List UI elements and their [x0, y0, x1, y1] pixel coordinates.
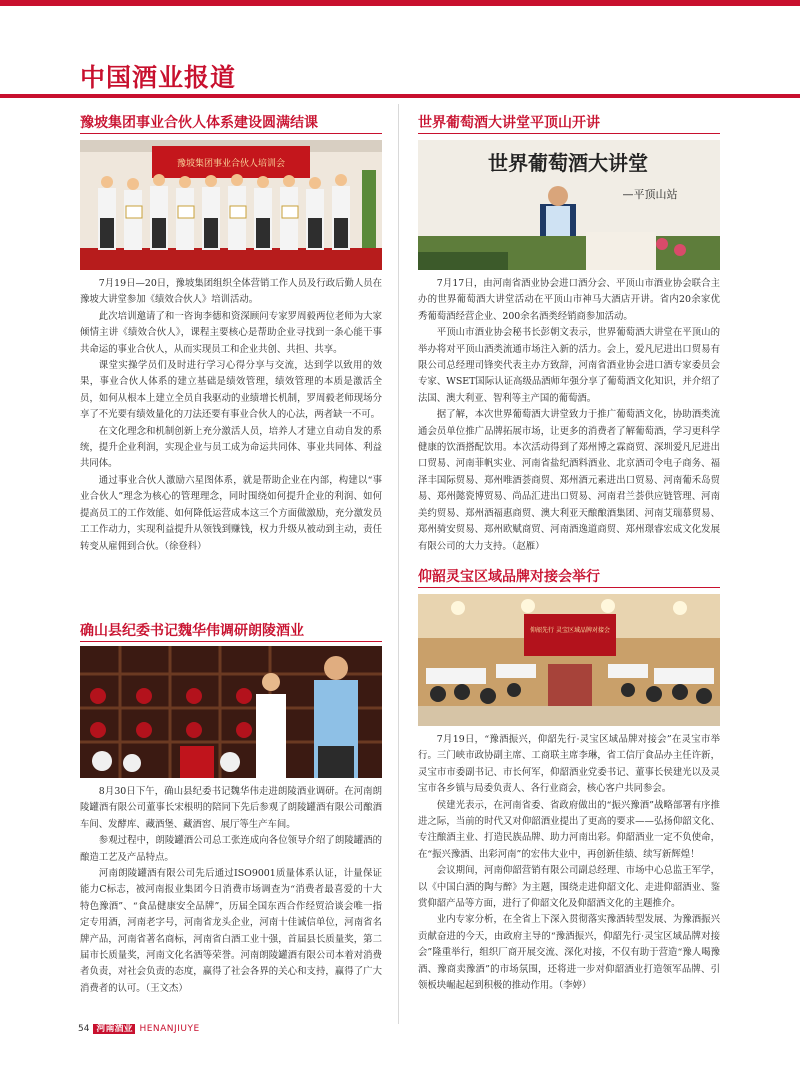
article-4-headline: 仰韶灵宝区域品牌对接会举行	[418, 569, 600, 585]
article-3-paragraph: 7月17日，由河南省酒业协会进口酒分会、平顶山市酒业协会联合主办的世界葡萄酒大讲堂活动在平顶山市神马大酒店开讲。省内20余家优秀葡萄酒经营企业、200余名酒类经销商参加活动。	[418, 278, 720, 322]
article-2-paragraph: 8月30日下午，确山县纪委书记魏华伟走进朗陵酒业调研。在河南朗陵罐酒有限公司董事长宋根明的陪同下先后参观了朗陵罐酒有限公司酿酒车间、发酵库、藏酒堡、藏酒窖、展厅等生产车间。	[80, 786, 382, 830]
article-4-paragraph: 业内专家分析，在全省上下深入贯彻落实豫酒转型发展、为豫酒振兴贡献奋进的今天，由政府主导的“豫酒振兴，仰韶先行·灵宝区域品牌对接会”隆重举行，组织厂商开展交流、深化对接，不仅有助于营造“豫人喝豫酒、豫商卖豫酒”的市场氛围，还将进一步对仰韶酒业打造领军品牌、引领板块崛起起到积极的推动作用。（李婷）	[418, 914, 720, 992]
top-band	[0, 0, 800, 52]
article-3-paragraph: 平顶山市酒业协会秘书长彭朝文表示，世界葡萄酒大讲堂在平顶山的举办将对平顶山酒类流通市场注入新的活力。会上，爱凡尼进出口贸易有限公司总经理司锋奕代表主办方致辞，河南省酒业协会进口酒专家委员会专家、WSET国际认证高级品酒师年强分享了葡萄酒文化知识，并介绍了法国、澳大利亚、智利等主产国的葡萄酒。	[418, 327, 720, 404]
article-3-photo-art	[418, 140, 720, 270]
article-3-body	[418, 276, 720, 555]
article-4-photo	[418, 594, 720, 726]
article-1-headline: 豫坡集团事业合伙人体系建设圆满结课	[80, 115, 318, 131]
article-1-headline-rule	[80, 133, 382, 134]
article-4-paragraph: 侯建光表示，在河南省委、省政府做出的“振兴豫酒”战略部署有序推进之际，当前的时代又对仰韶酒业提出了更高的要求——弘扬仰韶文化、专注酿酒主业、打造民族品牌、助力河南出彩。仰韶酒业一定不负使命，在“振兴豫酒、出彩河南”的宏伟大业中，再创新佳绩、续写新辉煌！	[418, 799, 720, 860]
article-3-photo	[418, 140, 720, 270]
article-3-headline-rule	[418, 133, 720, 134]
article-4-photo-art	[418, 594, 720, 726]
article-1-paragraph: 7月19日—20日，豫坡集团组织全体营销工作人员及行政后勤人员在豫坡大讲堂参加《绩效合伙人》培训活动。	[80, 278, 382, 306]
column-divider	[398, 104, 399, 1024]
article-2-paragraph: 河南朗陵罐酒有限公司先后通过ISO9001质量体系认证，计量保证能力C标志，被河南报业集团今日消费市场调查为“消费者最喜爱的十大特色豫酒”、“食品健康安全品牌”，历届全国东西合作经贸洽谈会唯一指定专用酒，河南老字号，河南省龙头企业，河南十佳诚信单位，河南省名牌产品，河南省著名商标，河南省白酒工业十强，首届县长质量奖，第二届市长质量奖，河南文化名酒等荣誉。河南朗陵罐酒有限公司本着对消费者负责，对社会负责的态度，赢得了社会各界的关心和支持，赢得了广大消费者的认可。（王文杰）	[80, 868, 382, 994]
article-4-paragraph: 会议期间，河南仰韶营销有限公司副总经理、市场中心总监王军学，以《中国白酒的陶与醉》为主题，围绕走进仰韶文化、走进仰韶酒业、鉴赏仰韶产品等方面，进行了仰韶文化及仰韶酒文化的主题推介。	[418, 865, 720, 910]
article-1-paragraph: 在文化理念和机制创新上充分激活人员，培养人才建立自动自发的系统，提升企业利润，实现企业与员工成为命运共同体、事业共同体、利益共同体。	[80, 425, 382, 470]
top-red-stripe	[0, 0, 800, 6]
article-1-photo	[80, 140, 382, 270]
article-2-photo-art	[80, 646, 382, 778]
article-3-paragraph: 据了解，本次世界葡萄酒大讲堂致力于推广葡萄酒文化，协助酒类流通会员单位推广品牌拓展市场，让更多的消费者了解葡萄酒，学习更科学健康的饮酒搭配饮用。本次活动得到了郑州博之霖商贸、深圳爱凡尼进出口贸易、河南菲帆实业、河南省盐纪酒料酒业、北京酒司令电子商务、福泽丰国际贸易、郑州唯酒荟商贸、郑州酒元素进出口贸易、河南葡禾岛贸易、郑州懿瓷博贸易、尚品汇进出口贸易、河南君兰荟供应链管理、河南美约贸易、郑州酒福惠商贸、澳大利亚天酿酿酒集团、河南艾瑞慕贸易、郑州骑安贸易、郑州欧赋商贸、河南酒逸道商贸、郑州璟睿宏成文化发展有限公司的大力支持。（赵雁）	[418, 409, 720, 552]
article-1-paragraph: 课堂实操学员们及时进行学习心得分享与交流，达到学以致用的效果，事业合伙人体系的建立基础是绩效管理，绩效管理的本质是激活全员，如何从根本上建立全员自我驱动的业绩增长机制，罗周毅老师现场分享了不光要有绩效量化的刀法还要有事业合伙人的心法，两者缺一不可。	[80, 360, 382, 421]
magazine-english-name: HENANJIUYE	[139, 1024, 200, 1034]
article-2-headline-rule	[80, 641, 382, 642]
article-2-headline: 确山县纪委书记魏华伟调研朗陵酒业	[80, 623, 304, 639]
article-2-body	[80, 784, 382, 997]
article-1-photo-art	[80, 140, 382, 270]
article-1-body	[80, 276, 382, 555]
article-4-paragraph: 7月19日，“豫酒振兴，仰韶先行·灵宝区域品牌对接会”在灵宝市举行。三门峡市政协副主席、工商联主席李琳，省工信厅食品办主任许新，灵宝市市委副书记、市长何军，仰韶酒业党委书记、董事长侯建光以及灵宝市各乡镇与局委负责人、各行业商会，核心客户共同参会。	[418, 734, 720, 795]
article-2-paragraph: 参观过程中，朗陵罐酒公司总工张连成向各位领导介绍了朗陵罐酒的酿造工艺及产品特点。	[80, 835, 382, 863]
article-1-paragraph: 此次培训邀请了和一咨询李德和资深顾问专家罗周毅两位老师为大家倾情主讲《绩效合伙人》，课程主要核心是帮助企业寻找到一条心能干事共命运的事业合伙人，从而实现员工和企业共创、共担、共享。	[80, 310, 382, 355]
section-title: 中国酒业报道	[80, 63, 237, 92]
article-3-banner-sub: —平顶山站	[622, 188, 678, 201]
article-1-banner-text: 豫坡集团事业合伙人培训会	[176, 159, 286, 169]
article-1-paragraph: 通过事业合伙人激励六星图体系，就是帮助企业在内部，构建以“事业合伙人”理念为核心的管理理念，同时围绕如何提升企业的利润、如何提高员工的工作效能、如何降低运营成本这三个方面做激励，充分激发员工工作动力，实现利益提升从领钱到赚钱，权力升级从被动到主动，责任转变从雇佣到合伙。（徐登科）	[80, 474, 382, 552]
article-3-banner-text: 世界葡萄酒大讲堂	[488, 151, 648, 175]
article-2-photo	[80, 646, 382, 778]
page-footer	[78, 1021, 200, 1034]
page-number: 54	[78, 1024, 90, 1034]
article-3-headline: 世界葡萄酒大讲堂平顶山开讲	[418, 115, 600, 131]
section-rule	[0, 94, 800, 98]
article-4-banner-text: 仰韶先行 灵宝区域品牌对接会	[530, 627, 610, 634]
article-4-headline-rule	[418, 587, 720, 588]
article-4-body	[418, 732, 720, 995]
magazine-name: 河南酒业	[93, 1024, 135, 1034]
